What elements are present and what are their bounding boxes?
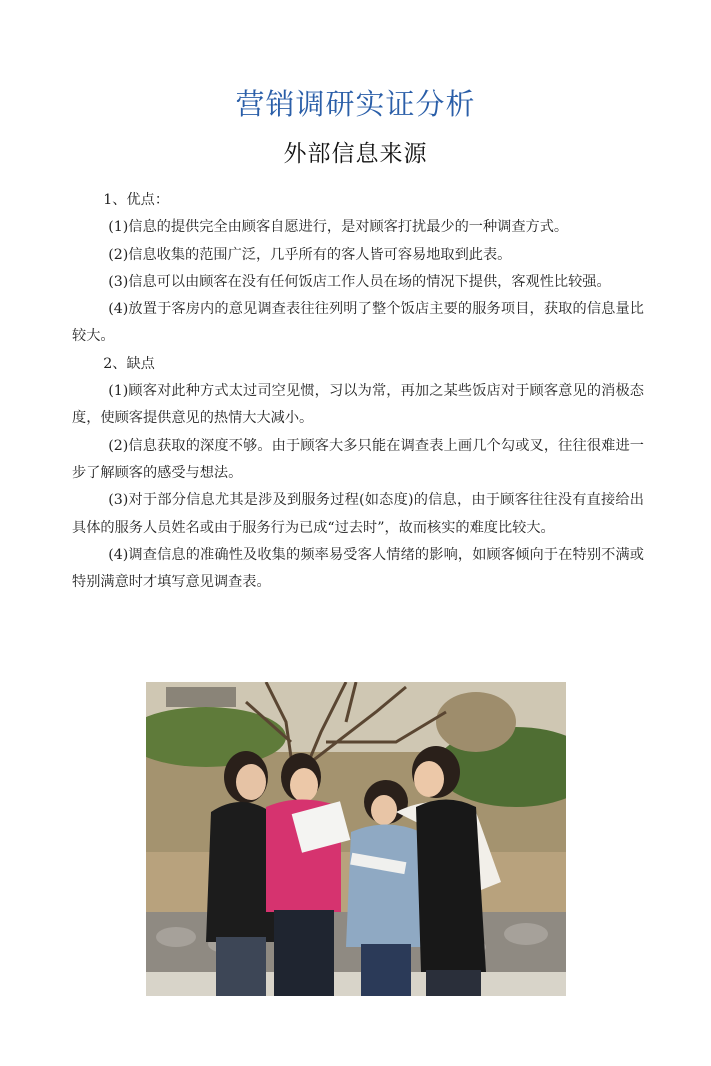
photo-students-survey-icon bbox=[146, 682, 566, 996]
advantage-item: (3)信息可以由顾客在没有任何饭店工作人员在场的情况下提供，客观性比较强。 bbox=[108, 273, 611, 290]
page-title: 营销调研实证分析 bbox=[235, 87, 476, 121]
disadvantage-item: (3)对于部分信息尤其是涉及到服务过程(如态度)的信息，由于顾客往往没有直接给出具体的服务人员姓名或由于服务行为已成“过去时”，故而核实的难度比较大。 bbox=[72, 492, 644, 536]
disadvantages-heading: 2、缺点 bbox=[103, 355, 155, 372]
disadvantage-item: (4)调查信息的准确性及收集的频率易受客人情绪的影响，如顾客倾向于在特别不满或特别满意时才填写意见调查表。 bbox=[72, 546, 644, 591]
survey-photo bbox=[146, 682, 566, 996]
disadvantage-item: (2)信息获取的深度不够。由于顾客大多只能在调查表上画几个勾或叉，往往很难进一步了解顾客的感受与想法。 bbox=[72, 437, 644, 481]
disadvantage-item: (1)顾客对此种方式太过司空见惯，习以为常，再加之某些饭店对于顾客意见的消极态度，使顾客提供意见的热情大大减小。 bbox=[72, 383, 644, 427]
advantages-heading: 1、优点： bbox=[103, 192, 170, 208]
body-text bbox=[72, 187, 644, 596]
advantage-item: (4)放置于客房内的意见调查表往往列明了整个饭店主要的服务项目，获取的信息量比较大。 bbox=[72, 301, 644, 345]
page-subtitle: 外部信息来源 bbox=[283, 141, 428, 167]
advantage-item: (2)信息收集的范围广泛，几乎所有的客人皆可容易地取到此表。 bbox=[108, 246, 512, 263]
advantage-item: (1)信息的提供完全由顾客自愿进行，是对顾客打扰最少的一种调查方式。 bbox=[108, 219, 569, 236]
